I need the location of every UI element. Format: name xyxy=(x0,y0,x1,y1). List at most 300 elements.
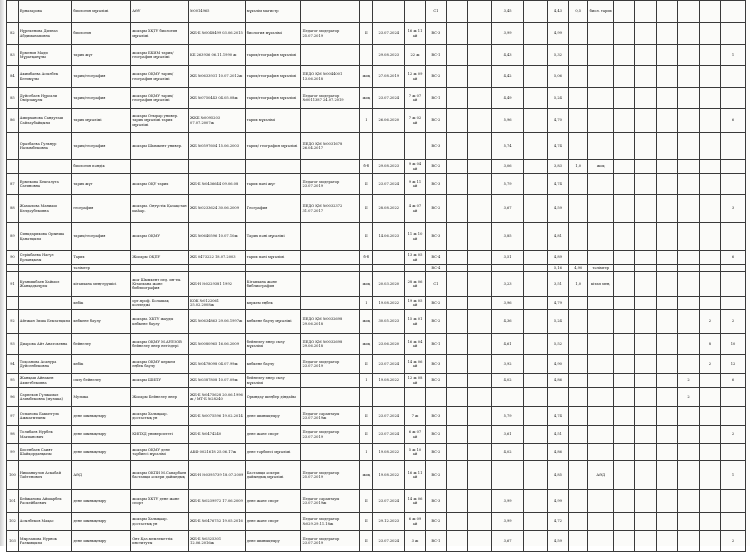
cell-a xyxy=(588,45,614,66)
cell-emptyB xyxy=(468,1,492,23)
cell-wk: 5,24 xyxy=(547,88,568,109)
cell-position: тарих пәні жүг xyxy=(245,174,301,195)
cell-emptyB xyxy=(468,355,492,374)
cell-name: Айтжан Зиша Бекзатқызы xyxy=(18,310,72,334)
cell-extra xyxy=(569,297,588,310)
cell-emptyB xyxy=(468,223,492,251)
cell-e xyxy=(678,272,699,297)
cell-course: ВС-3 xyxy=(425,174,446,195)
cell-emptyB xyxy=(468,297,492,310)
cell-d xyxy=(656,23,677,45)
cell-vol xyxy=(524,531,548,552)
cell-num xyxy=(7,160,19,174)
cell-e xyxy=(678,160,699,174)
cell-diploma: ЖБ-Б №0239972 17.06.2009 xyxy=(189,490,246,513)
cell-e xyxy=(678,490,699,513)
cell-emptyA xyxy=(447,109,468,133)
cell-position: Тарих пәні мұғалімі xyxy=(245,223,301,251)
table-row xyxy=(7,23,746,45)
cell-position: мұғалім магистр xyxy=(245,1,301,23)
cell-cert: Педагог модератор 25.07.2019 xyxy=(301,461,360,490)
cell-position: дене шынықтыру xyxy=(245,531,301,552)
cell-num: 93 xyxy=(7,334,19,355)
cell-diploma: ЖБ-Н №0395739 18.07.2009 xyxy=(189,461,246,490)
cell-specialty: АӘД xyxy=(72,461,131,490)
cell-a xyxy=(588,310,614,334)
cell-specialty: тарих/география xyxy=(72,133,131,160)
cell-emptyB xyxy=(468,334,492,355)
cell-f xyxy=(699,388,720,407)
table-row xyxy=(7,374,746,388)
cell-hours: 11 ж 10 ай xyxy=(405,223,425,251)
cell-pts xyxy=(492,265,524,272)
cell-g xyxy=(721,133,746,160)
cell-a xyxy=(588,334,614,355)
cell-wk: 4,74 xyxy=(547,407,568,426)
cell-education: жоғары ОҚУ тарих xyxy=(131,174,189,195)
cell-date: 28.08.2022 xyxy=(373,195,405,223)
cell-wk: 3,83 xyxy=(547,160,568,174)
cell-emptyA xyxy=(447,66,468,88)
cell-specialty: тарих мұғалімі xyxy=(72,109,131,133)
cell-pts: 4,42 xyxy=(492,66,524,88)
cell-e xyxy=(678,66,699,88)
cell-name: Асылбеков Мақас xyxy=(18,513,72,531)
cell-diploma: ЖБ №0233624 30.06.2009 xyxy=(189,195,246,223)
cell-num: 99 xyxy=(7,444,19,461)
cell-emptyB xyxy=(468,88,492,109)
cell-g xyxy=(721,407,746,426)
cell-b xyxy=(614,265,635,272)
cell-position: Кітапхана және библиография xyxy=(245,272,301,297)
cell-wk: 4,85 xyxy=(547,461,568,490)
cell-name: Толибаев Нурбек Мағианович xyxy=(18,426,72,444)
cell-extra xyxy=(569,66,588,88)
cell-f xyxy=(699,1,720,23)
cell-wk: 4,59 xyxy=(547,195,568,223)
cell-wk: 4,99 xyxy=(547,23,568,45)
cell-pts: 3,99 xyxy=(492,513,524,531)
cell-pts: 5,79 xyxy=(492,407,524,426)
cell-emptyA xyxy=(447,1,468,23)
cell-c xyxy=(635,66,656,88)
cell-g: 2 xyxy=(721,531,746,552)
cell-cat: I xyxy=(360,374,373,388)
cell-num: 98 xyxy=(7,426,19,444)
cell-c xyxy=(635,223,656,251)
cell-diploma: ЖКБ №0095203 07.07.2007ж xyxy=(189,109,246,133)
table-row xyxy=(7,355,746,374)
cell-extra xyxy=(569,45,588,66)
cell-extra xyxy=(569,174,588,195)
cell-f xyxy=(699,513,720,531)
cell-education: жоғары. Оңтүстік Қазақстан шаһар. xyxy=(131,195,189,223)
cell-specialty: сызу бейнелеу xyxy=(72,374,131,388)
cell-diploma: КБ 263936 06.11.1990 ж xyxy=(189,45,246,66)
cell-date: 27.08.2019 xyxy=(373,66,405,88)
cell-num xyxy=(7,1,19,23)
cell-f xyxy=(699,265,720,272)
cell-emptyB xyxy=(468,490,492,513)
cell-cert: Педагог модератор 25.07.2019 xyxy=(301,23,360,45)
cell-f xyxy=(699,407,720,426)
cell-specialty: Тарих xyxy=(72,251,131,265)
cell-hours: 12 ж 08 ай xyxy=(405,374,425,388)
cell-cat: I xyxy=(360,297,373,310)
cell-education: жоғары ОҚМУ М.АУЕЗОВ бейнелеу өнер негіздері xyxy=(131,334,189,355)
cell-g xyxy=(721,265,746,272)
cell-b xyxy=(614,195,635,223)
cell-g xyxy=(721,66,746,88)
cell-specialty: биология мұғалімі xyxy=(72,1,131,23)
cell-name: Оспанова Бакытгуль Ажмагмтыны xyxy=(18,407,72,426)
cell-e xyxy=(678,444,699,461)
cell-a xyxy=(588,388,614,407)
cell-date: 23.07.2024 xyxy=(373,531,405,552)
cell-a xyxy=(588,23,614,45)
cell-pts: 3,45 xyxy=(492,1,524,23)
cell-f xyxy=(699,66,720,88)
cell-f xyxy=(699,461,720,490)
cell-name: Оразбаева Гульнур Назымбековна xyxy=(18,133,72,160)
cell-cat: II xyxy=(360,195,373,223)
cell-b xyxy=(614,174,635,195)
cell-education xyxy=(131,265,189,272)
cell-hours: 7 ж xyxy=(405,407,425,426)
cell-name: Қуанышбаев Хайыол Жанқадылұлы xyxy=(18,272,72,297)
cell-a xyxy=(588,374,614,388)
cell-num: 101 xyxy=(7,490,19,513)
cell-d xyxy=(656,388,677,407)
cell-diploma: ЖБ №0633931 10.07.2012ж xyxy=(189,66,246,88)
cell-d xyxy=(656,160,677,174)
cell-position: дене және спорт xyxy=(245,513,301,531)
cell-vol xyxy=(524,109,548,133)
cell-wk: 5,24 xyxy=(547,310,568,334)
cell-b xyxy=(614,160,635,174)
cell-emptyA xyxy=(447,223,468,251)
cell-pts: 3,67 xyxy=(492,195,524,223)
cell-diploma: ЖБ №0750443 04.05.08ж xyxy=(189,88,246,109)
cell-d xyxy=(656,223,677,251)
cell-b xyxy=(614,388,635,407)
cell-a: жоқ xyxy=(588,160,614,174)
cell-course: ВС-2 xyxy=(425,513,446,531)
cell-cert xyxy=(301,109,360,133)
cell-extra xyxy=(569,388,588,407)
cell-g xyxy=(721,490,746,513)
cell-num xyxy=(7,133,19,160)
cell-pts: 3,51 xyxy=(492,251,524,265)
cell-pts: 4,02 xyxy=(492,444,524,461)
cell-hours: 13 ж 05 ай xyxy=(405,251,425,265)
cell-a: тәлімгер xyxy=(588,265,614,272)
cell-hours: 14 ж 06 ай xyxy=(405,355,425,374)
cell-d xyxy=(656,513,677,531)
cell-hours: 28 ж 06 ай xyxy=(405,272,425,297)
cell-vol xyxy=(524,251,548,265)
cell-e xyxy=(678,109,699,133)
cell-date xyxy=(373,388,405,407)
cell-a xyxy=(588,251,614,265)
cell-b xyxy=(614,109,635,133)
cell-num: 94 xyxy=(7,355,19,374)
cell-specialty: көбік xyxy=(72,297,131,310)
cell-c xyxy=(635,195,656,223)
cell-specialty: дене шынықтыру xyxy=(72,426,131,444)
cell-emptyA xyxy=(447,513,468,531)
cell-f xyxy=(699,426,720,444)
cell-a xyxy=(588,355,614,374)
cell-extra xyxy=(569,355,588,374)
cell-c xyxy=(635,310,656,334)
cell-position: Орындау шеңбер діндайы xyxy=(245,388,301,407)
cell-name xyxy=(18,297,72,310)
cell-pts: 3,99 xyxy=(492,23,524,45)
cell-b xyxy=(614,513,635,531)
cell-f xyxy=(699,490,720,513)
cell-cert: ПЕДО ҚМ №0031678 26.04.2017 xyxy=(301,133,360,160)
cell-d xyxy=(656,45,677,66)
cell-education: Жоғары ОҚПУ xyxy=(131,251,189,265)
cell-cat: жоқ xyxy=(360,461,373,490)
cell-b xyxy=(614,66,635,88)
cell-f xyxy=(699,531,720,552)
cell-c xyxy=(635,174,656,195)
cell-date: 23.07.2024 xyxy=(373,407,405,426)
cell-a xyxy=(588,195,614,223)
cell-position: тарих/ география мұғалімі xyxy=(245,133,301,160)
cell-g xyxy=(721,513,746,531)
cell-course: ВС-2 xyxy=(425,374,446,388)
cell-g xyxy=(721,388,746,407)
cell-date: 19.08.2022 xyxy=(373,444,405,461)
cell-cert xyxy=(301,160,360,174)
cell-position: дене және спорт xyxy=(245,426,301,444)
cell-f xyxy=(699,251,720,265)
cell-e xyxy=(678,297,699,310)
cell-name: Диарова Айт Анатоьевна xyxy=(18,334,72,355)
cell-b xyxy=(614,426,635,444)
cell-diploma: ЖБ 0473222 18.07.2003 xyxy=(189,251,246,265)
cell-date: 19.08.2022 xyxy=(373,374,405,388)
cell-emptyA xyxy=(447,490,468,513)
cell-specialty: көбік xyxy=(72,355,131,374)
cell-cert xyxy=(301,45,360,66)
cell-date xyxy=(373,1,405,23)
cell-cat: II xyxy=(360,23,373,45)
cell-extra xyxy=(569,109,588,133)
table-row xyxy=(7,45,746,66)
cell-course: ВС-2 xyxy=(425,310,446,334)
cell-cat xyxy=(360,133,373,160)
cell-course: ВС-1 xyxy=(425,334,446,355)
cell-cert: Педагог модератор №029.29.11.18ж xyxy=(301,513,360,531)
cell-num: 86 xyxy=(7,109,19,133)
cell-emptyA xyxy=(447,310,468,334)
cell-hours: 14 ж 06 ай xyxy=(405,490,425,513)
cell-name: Жамалова Маниаш Көлдәубековна xyxy=(18,195,72,223)
cell-cert xyxy=(301,297,360,310)
cell-extra xyxy=(569,223,588,251)
cell-education: жоғары ОҚМУ тарих/география мұғалімі xyxy=(131,88,189,109)
cell-c xyxy=(635,272,656,297)
cell-wk: 4,43 xyxy=(547,1,568,23)
cell-vol xyxy=(524,310,548,334)
cell-cert xyxy=(301,265,360,272)
cell-hours: 5 ж 10 ай xyxy=(405,444,425,461)
cell-education: жоғары. ХКТУ жауды көбкене баулу xyxy=(131,310,189,334)
cell-cat: жоқ xyxy=(360,66,373,88)
cell-date: 23.07.2024 xyxy=(373,355,405,374)
cell-d xyxy=(656,461,677,490)
cell-emptyA xyxy=(447,272,468,297)
cell-hours: 9 ж 11 ай xyxy=(405,174,425,195)
cell-e xyxy=(678,407,699,426)
staff-table xyxy=(6,0,746,552)
cell-specialty: тарих жүг xyxy=(72,174,131,195)
cell-diploma: ЖБ-Б №0474240 xyxy=(189,426,246,444)
cell-a: АӘД xyxy=(588,461,614,490)
cell-wk: 3,51 xyxy=(547,272,568,297)
cell-vol xyxy=(524,374,548,388)
cell-b xyxy=(614,355,635,374)
cell-num xyxy=(7,265,19,272)
cell-b xyxy=(614,133,635,160)
cell-pts: 5,74 xyxy=(492,133,524,160)
cell-cert: Педагог модератор 23.07.2019 xyxy=(301,531,360,552)
cell-vol xyxy=(524,297,548,310)
cell-e xyxy=(678,265,699,272)
cell-f xyxy=(699,109,720,133)
cell-hours xyxy=(405,1,425,23)
cell-b xyxy=(614,461,635,490)
cell-b xyxy=(614,374,635,388)
cell-pts: 3,23 xyxy=(492,272,524,297)
cell-cat: II xyxy=(360,407,373,426)
cell-a xyxy=(588,88,614,109)
cell-a xyxy=(588,426,614,444)
cell-a xyxy=(588,490,614,513)
cell-diploma: АКФ 0021618 25.06.17ж xyxy=(189,444,246,461)
cell-hours: 9 ж 04 ай xyxy=(405,160,425,174)
cell-num: 100 xyxy=(7,461,19,490)
cell-extra xyxy=(569,374,588,388)
cell-education xyxy=(131,160,189,174)
cell-emptyA xyxy=(447,45,468,66)
cell-specialty: көбкене баулу xyxy=(72,310,131,334)
cell-num: 103 xyxy=(7,531,19,552)
cell-diploma: КОК №0122061 25.02.2008ж xyxy=(189,297,246,310)
cell-b xyxy=(614,297,635,310)
cell-diploma: ЖБ №0387808 10.07.09ж xyxy=(189,374,246,388)
cell-e xyxy=(678,251,699,265)
cell-name: Мырзапова Нурнок Ғалымқызы xyxy=(18,531,72,552)
cell-b xyxy=(614,444,635,461)
cell-extra: 1,0 xyxy=(569,272,588,297)
cell-diploma xyxy=(189,265,246,272)
cell-b xyxy=(614,531,635,552)
cell-date: 23.07.2024 xyxy=(373,88,405,109)
cell-emptyA xyxy=(447,461,468,490)
cell-pts xyxy=(492,388,524,407)
cell-course: ВС-3 xyxy=(425,407,446,426)
cell-hours: 6 ж 09 ай xyxy=(405,513,425,531)
cell-diploma: ЖБ-Н №0229381 1992 xyxy=(189,272,246,297)
cell-specialty: тәлімгер xyxy=(72,265,131,272)
cell-emptyA xyxy=(447,133,468,160)
cell-vol xyxy=(524,45,548,66)
cell-pts: 5,96 xyxy=(492,109,524,133)
cell-d xyxy=(656,66,677,88)
cell-emptyB xyxy=(468,174,492,195)
cell-diploma: ЖБ №0640596 10.07.10ж xyxy=(189,223,246,251)
cell-specialty: биология xyxy=(72,23,131,45)
cell-cert xyxy=(301,251,360,265)
cell-d xyxy=(656,88,677,109)
cell-c xyxy=(635,374,656,388)
table-row xyxy=(7,444,746,461)
cell-c xyxy=(635,388,656,407)
cell-education: жоғары ОҚМУ тарих/география мұғалімі xyxy=(131,66,189,88)
cell-cat: жоқ xyxy=(360,272,373,297)
cell-e xyxy=(678,223,699,251)
cell-cat: I xyxy=(360,444,373,461)
cell-cat: II xyxy=(360,174,373,195)
cell-hours: 3 ж xyxy=(405,531,425,552)
cell-position: дене тәрбиесі мұғалімі xyxy=(245,444,301,461)
cell-f xyxy=(699,174,720,195)
cell-course: ВС-1 xyxy=(425,88,446,109)
cell-name: Бисенбаев Саият Шайқорданқызы xyxy=(18,444,72,461)
cell-wk: 4,70 xyxy=(547,109,568,133)
cell-g xyxy=(721,1,746,23)
cell-specialty: кітапхана меңгерушісі xyxy=(72,272,131,297)
cell-c xyxy=(635,531,656,552)
cell-c xyxy=(635,407,656,426)
cell-a: кітап мең. xyxy=(588,272,614,297)
cell-name: Жанқаш Айнакен Ахметбековна xyxy=(18,374,72,388)
cell-vol xyxy=(524,1,548,23)
cell-extra xyxy=(569,310,588,334)
table-row xyxy=(7,272,746,297)
cell-emptyB xyxy=(468,444,492,461)
cell-b xyxy=(614,88,635,109)
table-row xyxy=(7,334,746,355)
cell-a xyxy=(588,531,614,552)
cell-specialty: дене шынықтыру xyxy=(72,531,131,552)
cell-vol xyxy=(524,272,548,297)
cell-position: биология мұғалімі xyxy=(245,23,301,45)
cell-cat: II xyxy=(360,513,373,531)
table-row xyxy=(7,531,746,552)
cell-emptyB xyxy=(468,461,492,490)
cell-wk: 4,79 xyxy=(547,297,568,310)
cell-education: КИПХД университеті xyxy=(131,426,189,444)
cell-num: 89 xyxy=(7,223,19,251)
cell-pts: 3,92 xyxy=(492,355,524,374)
cell-education: жоғары ОҚМУ көркем еңбек баулу xyxy=(131,355,189,374)
cell-emptyA xyxy=(447,426,468,444)
cell-position: тарих/география мұғалімі xyxy=(245,45,301,66)
cell-course: ВС-3 xyxy=(425,223,446,251)
cell-emptyA xyxy=(447,374,468,388)
cell-specialty: бейнелеу xyxy=(72,334,131,355)
cell-position xyxy=(245,265,301,272)
cell-c xyxy=(635,1,656,23)
cell-d xyxy=(656,109,677,133)
cell-wk: 4,86 xyxy=(547,444,568,461)
